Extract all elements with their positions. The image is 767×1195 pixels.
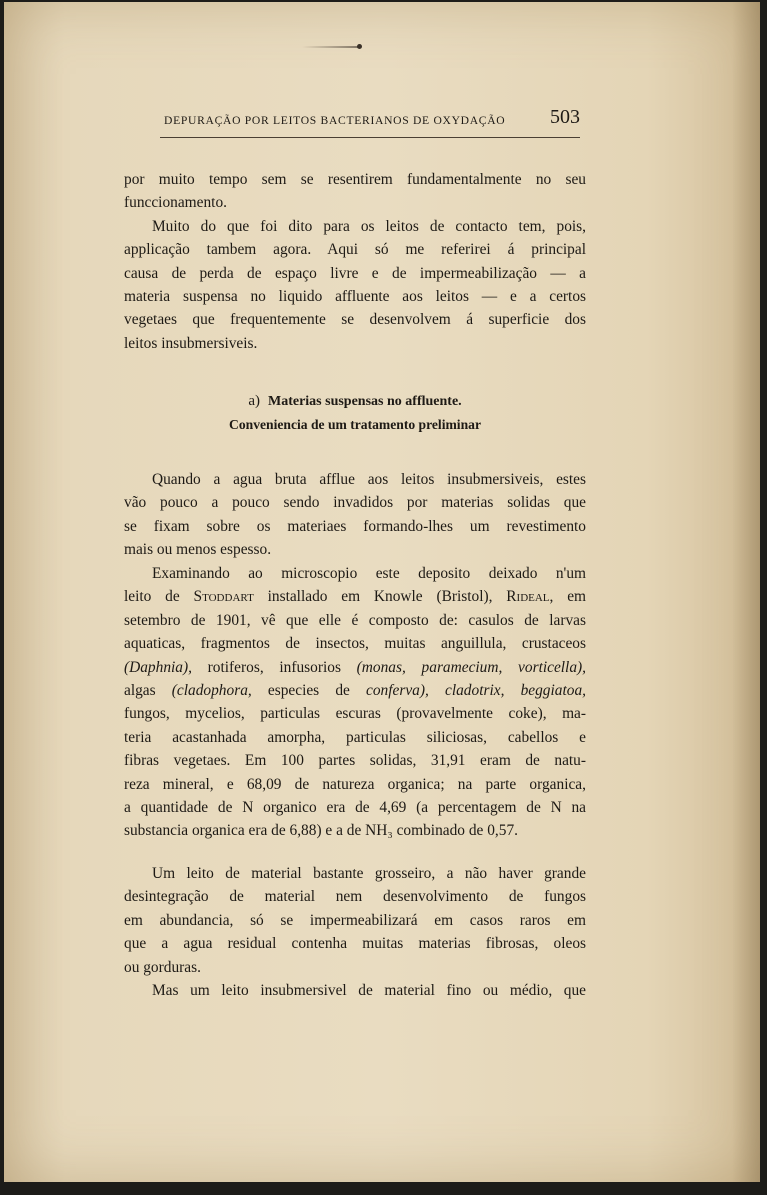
text-run: leito de — [124, 588, 194, 606]
italic-run: (Daphnia), — [124, 658, 192, 676]
header-rule — [160, 137, 580, 138]
italic-run: (cladophora, — [171, 681, 252, 699]
text-line: materia suspensa no liquido affluente aos leitos — e a certos — [124, 287, 586, 305]
text-line: leitos insubmersiveis. — [124, 334, 258, 352]
text-line: substancia organica era de 6,88) e a de NH₃ combinado de 0,57. — [124, 822, 518, 840]
paragraph-4 — [124, 979, 586, 1002]
text-line: causa de perda de espaço livre e de impermeabilização — a — [124, 264, 586, 282]
text-line: por muito tempo sem se resentirem fundamentalmente no seu — [124, 171, 586, 188]
italic-run: conferva), cladotrix, beggiatoa, — [366, 681, 586, 699]
text-line — [124, 679, 586, 702]
text-line: Um leito de material bastante grosseiro, a não haver grande — [152, 865, 586, 882]
text-line: setembro de 1901, vê que elle é composto de: casulos de larvas — [124, 611, 586, 629]
running-head — [160, 106, 584, 134]
author-name: Rideal — [506, 588, 550, 606]
text-line: aquaticas, fragmentos de insectos, muitas anguillula, crustaceos — [124, 635, 586, 653]
text-line — [124, 585, 586, 608]
text-line: fungos, mycelios, particulas escuras (provavelmente coke), ma- — [124, 705, 586, 723]
page-edge-shadow — [732, 2, 760, 1182]
text-line: vegetaes que frequentemente se desenvolvem á superficie dos — [124, 311, 586, 329]
text-line: teria acastanhada amorpha, particulas siliciosas, cabellos e — [124, 728, 586, 746]
running-title: DEPURAÇÃO POR LEITOS BACTERIANOS DE OXYDAÇÃO — [164, 114, 506, 127]
text-line: se fixam sobre os materiaes formando-lhes um revestimento — [124, 517, 586, 535]
text-line: ou gorduras. — [124, 958, 201, 976]
section-heading — [124, 390, 586, 436]
text-line: desintegração de material nem desenvolvimento de fungos — [124, 888, 586, 906]
text-line: Muito do que foi dito para os leitos de contacto tem, pois, — [152, 217, 586, 235]
paragraph-2 — [124, 562, 586, 843]
text-line: applicação tambem agora. Aqui só me referirei á principal — [124, 241, 586, 259]
italic-run: (monas, paramecium, vorticella), — [356, 658, 586, 676]
text-run: installado em Knowle (Bristol), — [253, 588, 507, 606]
paragraph-1 — [124, 468, 586, 562]
text-line: Quando a agua bruta afflue aos leitos insubmersiveis, estes — [152, 471, 586, 488]
text-run: rotiferos, infusorios — [191, 658, 357, 676]
text-run: , em — [549, 588, 586, 606]
author-name: Stoddart — [193, 588, 254, 606]
page-number: 503 — [550, 106, 580, 128]
intro-paragraph — [124, 168, 586, 355]
text-line: a quantidade de N organico era de 4,69 (a percentagem de N na — [124, 798, 586, 816]
text-line: fibras vegetaes. Em 100 partes solidas, 31,91 eram de natu- — [124, 752, 586, 770]
ornament-dot — [357, 44, 362, 49]
text-line: Examinando ao microscopio este deposito deixado n'um — [152, 565, 586, 582]
section-title — [124, 390, 586, 413]
section-subtitle: Conveniencia de um tratamento preliminar — [229, 417, 481, 432]
paragraph-3 — [124, 862, 586, 979]
text-run: especies de — [251, 681, 367, 699]
text-run: algas — [124, 681, 172, 699]
text-line: que a agua residual contenha muitas materias fibrosas, oleos — [124, 935, 586, 953]
section-label: a) — [248, 393, 260, 409]
text-line: Mas um leito insubmersivel de material fino ou médio, que — [152, 982, 586, 999]
book-page — [4, 2, 760, 1182]
text-line: vão pouco a pouco sendo invadidos por materias solidas que — [124, 494, 586, 512]
text-line: mais ou menos espesso. — [124, 541, 272, 559]
text-line: funccionamento. — [124, 194, 227, 212]
text-line — [124, 656, 586, 679]
text-line: reza mineral, e 68,09 de natureza organica; na parte organica, — [124, 775, 586, 793]
ornament-line — [302, 46, 360, 48]
text-line: em abundancia, só se impermeabilizará em casos raros em — [124, 911, 586, 929]
section-title-text: Materias suspensas no affluente. — [267, 394, 462, 409]
